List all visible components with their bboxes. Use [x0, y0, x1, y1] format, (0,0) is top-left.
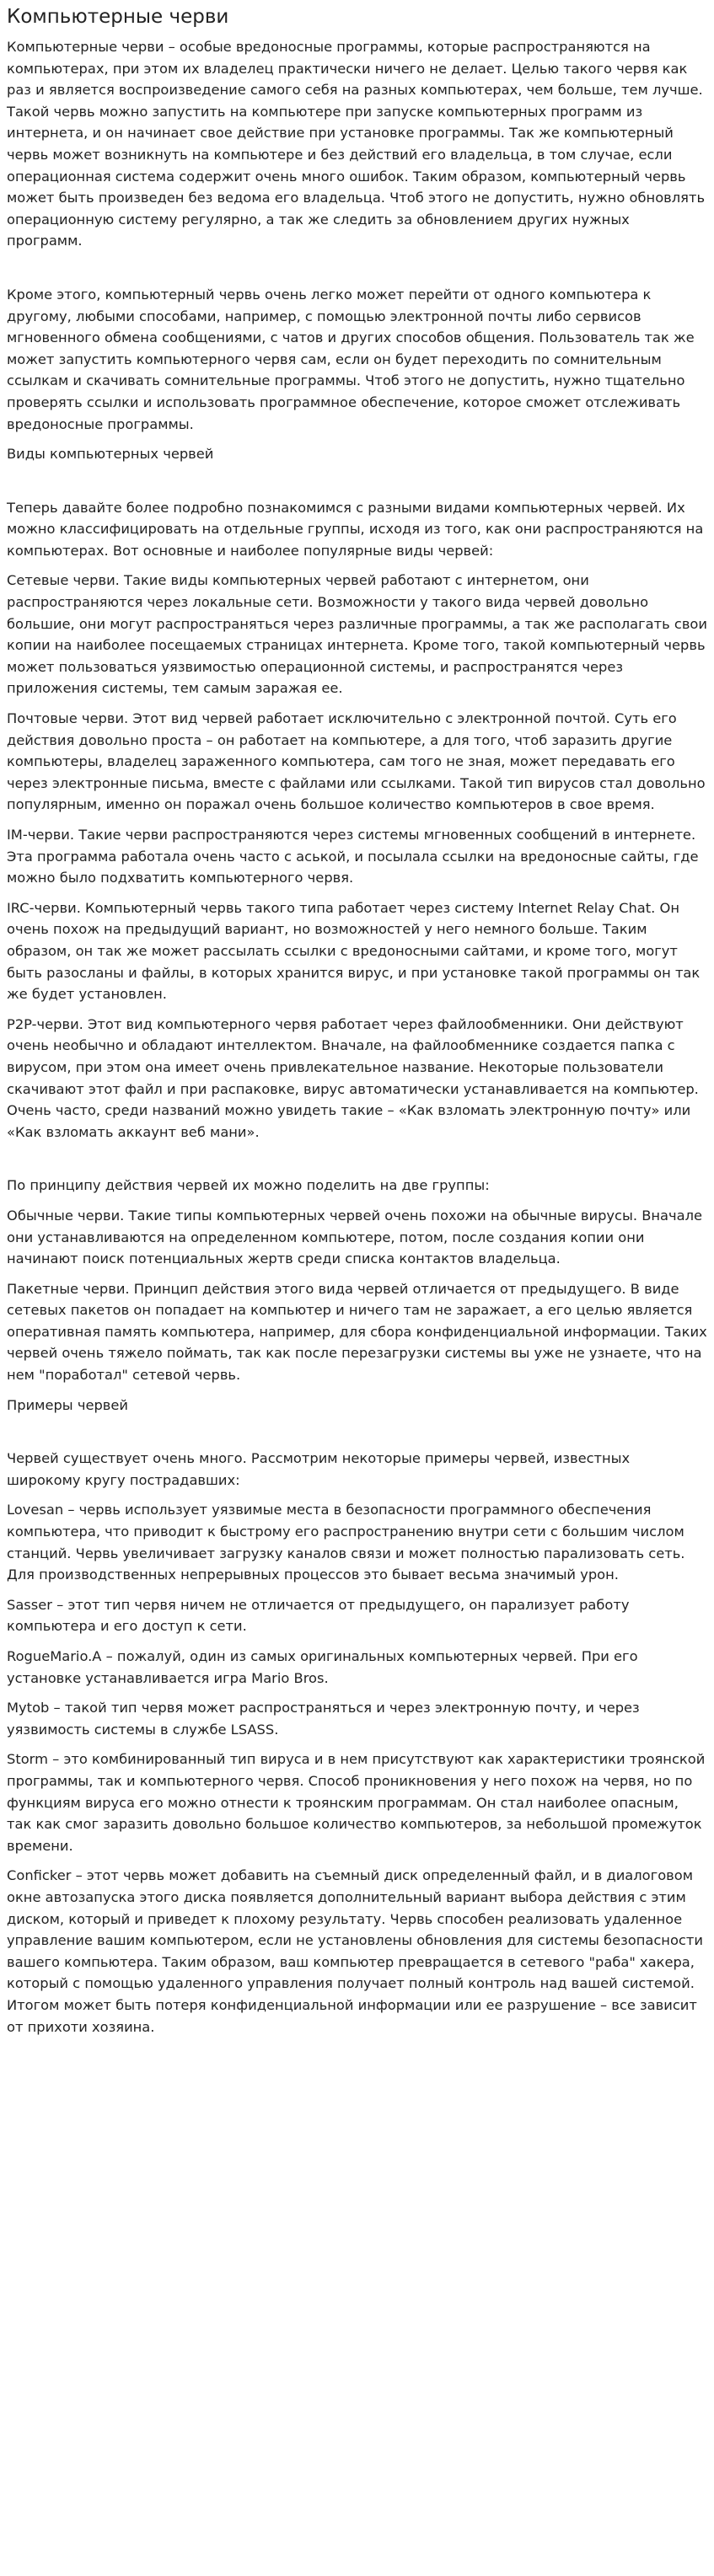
examples-intro-paragraph: Червей существует очень много. Рассмотрим некоторые примеры червей, известных широкому кругу пострадавших: — [7, 1450, 631, 1488]
packet-worms-paragraph: Пакетные черви. Принцип действия этого вида червей отличается от предыдущего. В виде сетевых пакетов он попадает на компьютер и ничего там не заражает, а его целью является оперативная память компьютера, например, для сбора конфиденциальной информации. Таких червей очень тяжело поймать, так как после перезагрузки системы вы уже не узнаете, что на нем "поработал" сетевой червь. — [7, 1280, 707, 1384]
intro-paragraph: Компьютерные черви – особые вредоносные программы, которые распространяются на компьютерах, при этом их владелец практически ничего не делает. Целью такого червя как раз и является воспроизведение самого себя на разных компьютерах, чем больше, тем лучше. Такой червь можно запустить на компьютере при запуске компьютерных программ из интернета, и он начинает свое действие при установке программы. Так же компьютерный червь может возникнуть на компьютере и без действий его владельца, в том случае, если операционная система содержит очень много ошибок. Таким образом, компьютерный червь может быть произведен без ведома его владельца. Чтоб этого не допустить, нужно обновлять операционную систему регулярно, а так же следить за обновлением других нужных программ. — [7, 39, 706, 249]
action-groups-paragraph: По принципу действия червей их можно поделить на две группы: — [7, 1177, 490, 1194]
lovesan-paragraph: Lovesan – червь использует уязвимые места в безопасности программного обеспечения компьютера, что приводит к быстрому его распространению внутри сети с большим числом станций. Червь увеличивает загрузку каналов связи и может полностью парализовать сеть. Для производственных непрерывных процессов это бывает весьма значимый урон. — [7, 1502, 685, 1583]
storm-paragraph: Storm – это комбинированный тип вируса и в нем присутствуют как характеристики троянской программы, так и компьютерного червя. Способ проникновения у него похож на червя, но по функциям вируса его можно отнести к троянским программам. Он стал наиболее опасным, так как смог заразить довольно большое количество компьютеров, за небольшой промежуток времени. — [7, 1751, 706, 1854]
network-worms-paragraph: Сетевые черви. Такие виды компьютерных червей работают с интернетом, они распространяются через локальные сети. Возможности у такого вида червей довольно большие, они могут распространяться через различные программы, а так же располагать свои копии на наиболее посещаемых страницах интернета. Кроме того, такой компьютерный червь может пользоваться уязвимостью операционной системы, и распространятся через приложения системы, тем самым заражая ее. — [7, 572, 707, 697]
conficker-paragraph: Conficker – этот червь может добавить на съемный диск определенный файл, и в диалоговом окне автозапуска этого диска появляется дополнительный вариант выбора действия с этим диском, который и приведет к плохому результату. Червь способен реализовать удаленное управление вашим компьютером, если не установлены обновления для системы безопасности вашего компьютера. Таким образом, ваш компьютер превращается в сетевого "раба" хакера, который с помощью удаленного управления получает полный контроль над вашей системой. Итогом может быть потеря конфиденциальной информации или ее разрушение – все зависит от прихоти хозяина. — [7, 1867, 703, 2035]
section-heading-examples: Примеры червей — [7, 1396, 128, 1413]
mytob-paragraph: Mytob – такой тип червя может распространяться и через электронную почту, и через уязвимость системы в службе LSASS. — [7, 1700, 640, 1738]
types-intro-paragraph: Теперь давайте более подробно познакомимся с разными видами компьютерных червей. Их можно классифицировать на отдельные группы, исходя из того, как они распространяются на компьютерах. Вот основные и наиболее популярные виды червей: — [7, 499, 704, 559]
spread-paragraph: Кроме этого, компьютерный червь очень легко может перейти от одного компьютера к другому, любыми способами, например, с помощью электронной почты либо сервисов мгновенного обмена сообщениями, с чатов и других способов общения. Пользователь так же может запустить компьютерного червя сам, если он будет переходить по сомнительным ссылкам и скачивать сомнительные программы. Чтоб этого не допустить, нужно тщательно проверять ссылки и использовать программное обеспечение, которое сможет отслеживать вредоносные программы. — [7, 286, 695, 432]
sasser-paragraph: Sasser – этот тип червя ничем не отличается от предыдущего, он парализует работу компьютера и его доступ к сети. — [7, 1596, 630, 1635]
ordinary-worms-paragraph: Обычные черви. Такие типы компьютерных червей очень похожи на обычные вирусы. Вначале они устанавливаются на определенном компьютере, потом, после создания копии они начинают поиск потенциальных жертв среди списка контактов владельца. — [7, 1207, 703, 1267]
roguemario-paragraph: RogueMario.A – пожалуй, один из самых оригинальных компьютерных червей. При его установке устанавливается игра Mario Bros. — [7, 1648, 638, 1686]
p2p-worms-paragraph: P2P-черви. Этот вид компьютерного червя работает через файлообменники. Они действуют очень необычно и обладают интеллектом. Вначале, на файлообменнике создается папка с вирусом, при этом она имеет очень привлекательное название. Некоторые пользователи скачивают этот файл и при распаковке, вирус автоматически устанавливается на компьютер. Очень часто, среди названий можно увидеть такие – «Как взломать электронную почту» или «Как взломать аккаунт веб мани». — [7, 1015, 699, 1140]
email-worms-paragraph: Почтовые черви. Этот вид червей работает исключительно с электронной почтой. Суть его действия довольно проста – он работает на компьютере, а для того, чтоб заразить другие компьютеры, владелец зараженного компьютера, сам того не зная, может передавать его через электронные письма, вместе с файлами или ссылками. Такой тип вирусов стал довольно популярным, именно он поражал очень большое количество компьютеров в свое время. — [7, 710, 706, 813]
section-heading-types: Виды компьютерных червей — [7, 446, 214, 463]
page-title: Компьютерные черви — [7, 6, 229, 28]
irc-worms-paragraph: IRC-черви. Компьютерный червь такого типа работает через систему Internet Relay Chat. Он очень похож на предыдущий вариант, но возможностей у него немного больше. Таким образом, он так же может рассылать ссылки с вредоносными сайтами, и кроме того, могут быть разосланы и файлы, в которых хранится вирус, и при установке такой программы он так же будет установлен. — [7, 899, 701, 1003]
im-worms-paragraph: IM-черви. Такие черви распространяются через системы мгновенных сообщений в интернете. Эта программа работала очень часто с аськой, и посылала ссылки на вредоносные сайты, где можно было подхватить компьютерного червя. — [7, 827, 699, 886]
